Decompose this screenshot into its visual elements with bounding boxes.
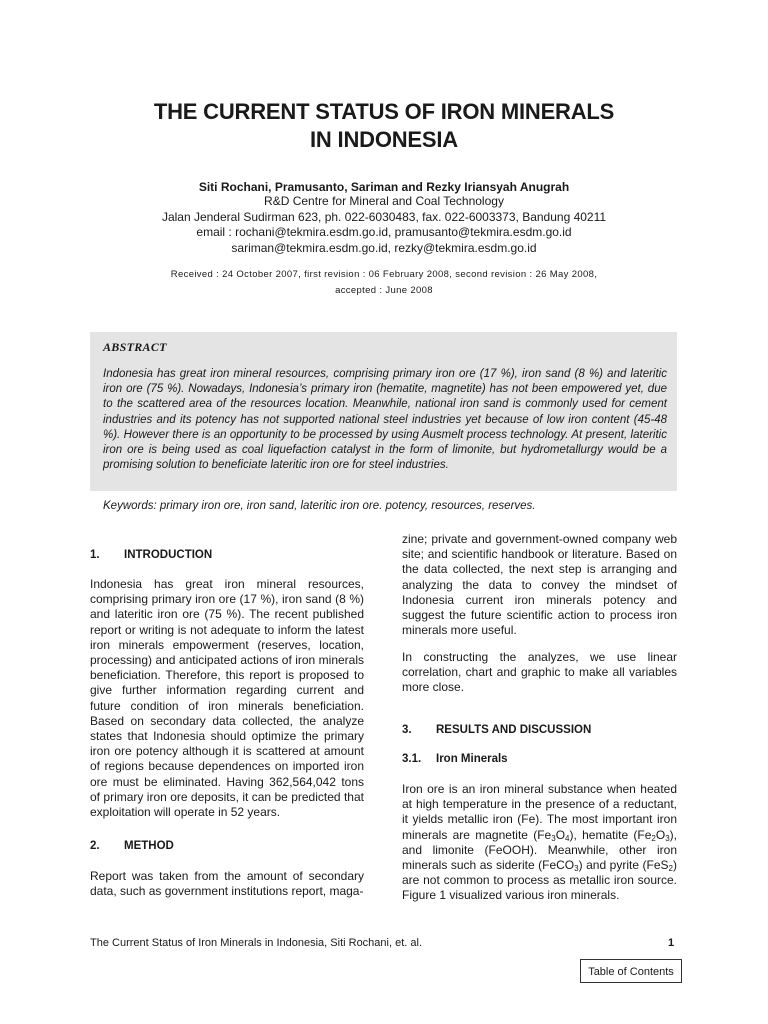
dates-line-2: accepted : June 2008: [335, 284, 433, 296]
subscript: 3: [665, 833, 670, 843]
text-run: O: [555, 827, 566, 842]
affiliation-line: Jalan Jenderal Sudirman 623, ph. 022-6030483, fax. 022-6003373, Bandung 40211: [161, 209, 607, 224]
section-title: RESULTS AND DISCUSSION: [436, 724, 592, 736]
text-run: ), hematite (Fe: [569, 827, 652, 842]
section-title: METHOD: [124, 840, 174, 852]
text-run: ) are not common to process as metallic iron source. Figure 1 visualized various iron minerals.: [402, 858, 677, 903]
method-paragraph-analysis: In constructing the analyzes, we use linear correlation, chart and graphic to make all variables more close.: [402, 650, 677, 695]
abstract-text: Indonesia has great iron mineral resources, comprising primary iron ore (17 %), iron sand (8 %) and lateritic iron ore (75 %). Nowadays, Indonesia’s primary iron (hematite, magnetite) has not been empowered yet, due to the scattered area of the resources location. Meanwhile, national iron sand is commonly used for cement industries and its potency has not supported national steel industries yet because of low iron content (45-48 %). However there is an opportunity to be processed by using Ausmelt process technology. At present, lateritic iron ore is being used as coal liquefaction catalyst in the form of limonite, but hydrometallurgy would be a promising solution to beneficiate lateritic iron ore for steel industries.: [103, 368, 667, 472]
affiliation: [0, 194, 768, 256]
dates-line-1: Received : 24 October 2007, first revision : 06 February 2008, second revision : 26 May 2008,: [170, 269, 598, 280]
abstract-box: [90, 332, 677, 491]
keywords: Keywords: primary iron ore, iron sand, lateritic iron ore. potency, resources, reserves.: [103, 500, 536, 512]
subscript: 2: [668, 864, 673, 874]
title-line-2: IN INDONESIA: [310, 127, 458, 152]
table-of-contents-button[interactable]: Table of Contents: [580, 959, 682, 983]
abstract-heading: ABSTRACT: [103, 340, 167, 354]
submission-dates: [0, 267, 768, 298]
subscript: 3: [574, 864, 579, 874]
running-footer: The Current Status of Iron Minerals in Indonesia, Siti Rochani, et. al.: [90, 937, 422, 949]
section-heading-introduction: [90, 548, 212, 563]
authors: Siti Rochani, Pramusanto, Sariman and Rezky Iriansyah Anugrah: [198, 180, 570, 194]
method-paragraph-continued: zine; private and government-owned company web site; and scientific handbook or literature. Based on the data collected, the next step is arranging and analyzing the data to convey the mindset of Indonesia current iron minerals potency and suggest the future scientific action to process iron minerals more useful.: [402, 532, 677, 638]
affiliation-line: email : rochani@tekmira.esdm.go.id, pramusanto@tekmira.esdm.go.id: [196, 225, 572, 239]
iron-minerals-paragraph: [402, 782, 677, 904]
subscript: 3: [551, 833, 556, 843]
section-heading-results: [402, 723, 591, 738]
text-run: ), and limonite (FeOOH). Meanwhile, other iron minerals such as siderite (FeCO: [402, 827, 677, 873]
section-heading-method: [90, 839, 174, 854]
section-number: 2.: [90, 840, 100, 852]
method-paragraph: Report was taken from the amount of secondary data, such as government institutions report, maga-: [90, 869, 364, 899]
subscript: 4: [565, 833, 570, 843]
section-number: 3.: [402, 724, 412, 736]
text-run: ) and pyrite (FeS: [578, 858, 669, 873]
text-run: O: [655, 827, 666, 842]
title-line-1: THE CURRENT STATUS OF IRON MINERALS: [153, 99, 615, 124]
section-number: 1.: [90, 549, 100, 561]
subsection-title: Iron Minerals: [436, 753, 508, 765]
affiliation-line: sariman@tekmira.esdm.go.id, rezky@tekmira.esdm.go.id: [231, 240, 537, 255]
paper-title: [0, 98, 768, 154]
subsection-number: 3.1.: [402, 753, 422, 765]
section-title: INTRODUCTION: [124, 549, 213, 561]
affiliation-line: R&D Centre for Mineral and Coal Technology: [264, 194, 504, 208]
text-run: Iron ore is an iron mineral substance when heated at high temperature in the presence of a reductant, it yields metallic iron (Fe). The most important iron minerals are magnetite (Fe: [402, 782, 677, 842]
page-number: 1: [668, 937, 675, 949]
subsection-heading-iron-minerals: [402, 752, 508, 767]
subscript: 2: [651, 833, 656, 843]
introduction-paragraph: Indonesia has great iron mineral resources, comprising primary iron ore (17 %), iron sand (8 %) and lateritic iron ore (75 %). The recent published report or writing is not adequate to inform the latest iron minerals empowerment (reserves, location, processing) and anticipated actions of iron minerals beneficiation. Therefore, this report is proposed to give further information regarding current and future condition of iron minerals beneficiation. Based on secondary data collected, the analyze states that Indonesia should optimize the primary iron ore potency although it is scattered at amount of regions because dependences on imported iron ore must be eliminated. Having 362,564,042 tons of primary iron ore deposits, it can be predicted that exploitation will operate in 52 years.: [90, 577, 364, 820]
